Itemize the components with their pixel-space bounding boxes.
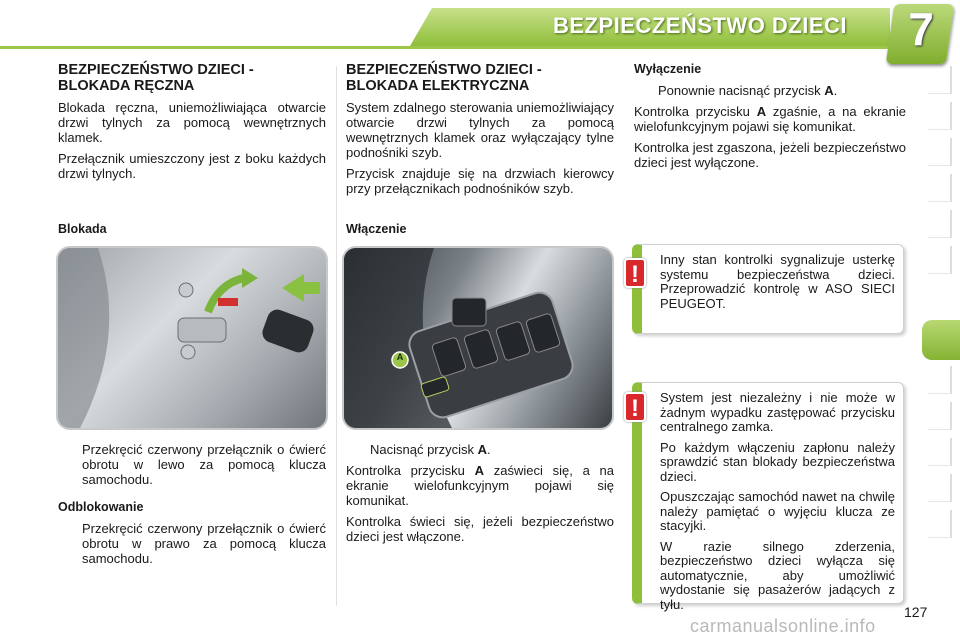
electric-on-block [346,436,614,544]
callout-label-a: A [396,352,404,362]
button-key-label: A [474,463,484,478]
bullet-icon [346,442,370,457]
bullet-text-part: . [833,83,838,98]
page-title: BEZPIECZEŃSTWO DZIECI [552,13,848,38]
paragraph: Przełącznik umieszczony jest z boku każdych drzwi tylnych. [58,151,326,181]
bullet-icon [58,521,82,566]
bullet-text: Przekręcić czerwony przełącznik o ćwierć obrotu w prawo za pomocą klucza samochodu. [82,521,326,566]
subheading-on: Włączenie [346,222,407,236]
label-lock-block [58,222,326,237]
warning-icon: ! [624,258,646,288]
page-number: 127 [904,604,928,620]
warning-text: Inny stan kontrolki sygnalizuje usterkę systemu bezpieczeństwa dzieci. Przeprowadzić kontrolę w ASO SIECI PEUGEOT. [660,252,895,311]
chapter-tab[interactable] [928,138,952,166]
photo-door-lock [56,246,328,430]
chapter-tab[interactable] [928,174,952,202]
header-rule [0,46,900,49]
bullet-text-part: Ponownie nacisnąć przycisk [658,83,825,98]
chapter-tab[interactable] [928,246,952,274]
bullet-item [58,521,326,566]
text-part: Kontrolka przycisku [346,463,475,478]
bullet-text: Przekręcić czerwony przełącznik o ćwierć obrotu w lewo za pomocą klucza samochodu. [82,442,326,487]
paragraph [634,104,906,134]
label-on-block [346,222,614,237]
subheading-lock: Blokada [58,222,107,236]
text-part: zgaśnie, a na ekranie wielofunkcyjnym pojawi się komunikat. [634,104,906,134]
warning-box [632,382,904,612]
warning-text: Po każdym włączeniu zapłonu należy sprawdzić stan blokady bezpieczeństwa dzieci. [660,439,895,484]
page-header [0,0,960,55]
chapter-tab[interactable] [928,474,952,502]
subheading-off: Wyłączenie [634,62,702,76]
bullet-item [346,442,614,457]
text-part: zaświeci się, a na ekranie wielofunkcyjnym pojawi się komunikat. [346,463,614,508]
warning-text: W razie silnego zderzenia, bezpieczeństwo dzieci wyłącza się automatycznie, aby umożliwić wydostanie się pasażerów jadących z tyłu. [660,538,895,612]
bullet-item [634,83,906,98]
button-key-label: A [477,442,488,457]
bullet-lock-block [58,436,326,487]
column-deactivation [634,62,906,170]
chapter-tab[interactable] [928,102,952,130]
column-divider [336,66,337,606]
chapter-tab[interactable] [928,402,952,430]
bullet-text-part: . [487,442,491,457]
chapter-tab[interactable] [928,210,952,238]
bullet-icon [58,442,82,487]
column-manual-lock [58,62,326,181]
watermark: carmanualsonline.info [690,616,876,636]
text-part: Kontrolka przycisku [634,104,757,119]
paragraph: Kontrolka świeci się, jeżeli bezpieczeństwo dzieci jest włączone. [346,514,614,544]
bullet-text [658,83,837,98]
paragraph: Blokada ręczna, uniemożliwiająca otwarcie drzwi tylnych za pomocą wewnętrznych klamek. [58,100,326,145]
column-electric-lock [346,62,614,196]
chapter-tab[interactable] [928,510,952,538]
chapter-tab[interactable] [928,366,952,394]
unlock-block [58,500,326,566]
paragraph: Kontrolka jest zgaszona, jeżeli bezpieczeństwo dzieci jest wyłączone. [634,140,906,170]
paragraph [346,463,614,508]
section-heading: BEZPIECZEŃSTWO DZIECI - BLOKADA ELEKTRYCZNA [346,62,542,94]
chapter-tab[interactable] [928,66,952,94]
warning-text: System jest niezależny i nie może w żadnym wypadku zastępować przycisku centralnego zamka. [660,390,895,434]
button-key-label: A [824,83,834,98]
warning-icon: ! [624,392,646,422]
subheading-unlock: Odblokowanie [58,500,144,514]
bullet-text [370,442,491,457]
bullet-icon [634,83,658,98]
chapter-number: 7 [908,3,934,55]
paragraph: Przycisk znajduje się na drzwiach kierowcy przy przełącznikach podnośników szyb. [346,166,614,196]
warning-box [632,244,904,334]
window-switch-illustration [344,248,614,430]
paragraph: System zdalnego sterowania uniemożliwiający otwarcie drzwi tylnych za pomocą wewnętrznych klamek oraz wyłączający tylne podnośniki szyb. [346,100,614,160]
chapter-tab-active[interactable] [922,320,960,360]
button-key-label: A [756,104,767,119]
warning-text: Opuszczając samochód nawet na chwilę należy pamiętać o wyjęciu klucza ze stacyjki. [660,489,895,533]
bullet-text-part: Nacisnąć przycisk [370,442,478,457]
bullet-item [58,442,326,487]
photo-window-switches [342,246,614,430]
door-lock-illustration [58,248,328,430]
chapter-tab[interactable] [928,438,952,466]
section-heading: BEZPIECZEŃSTWO DZIECI - BLOKADA RĘCZNA [58,62,254,94]
